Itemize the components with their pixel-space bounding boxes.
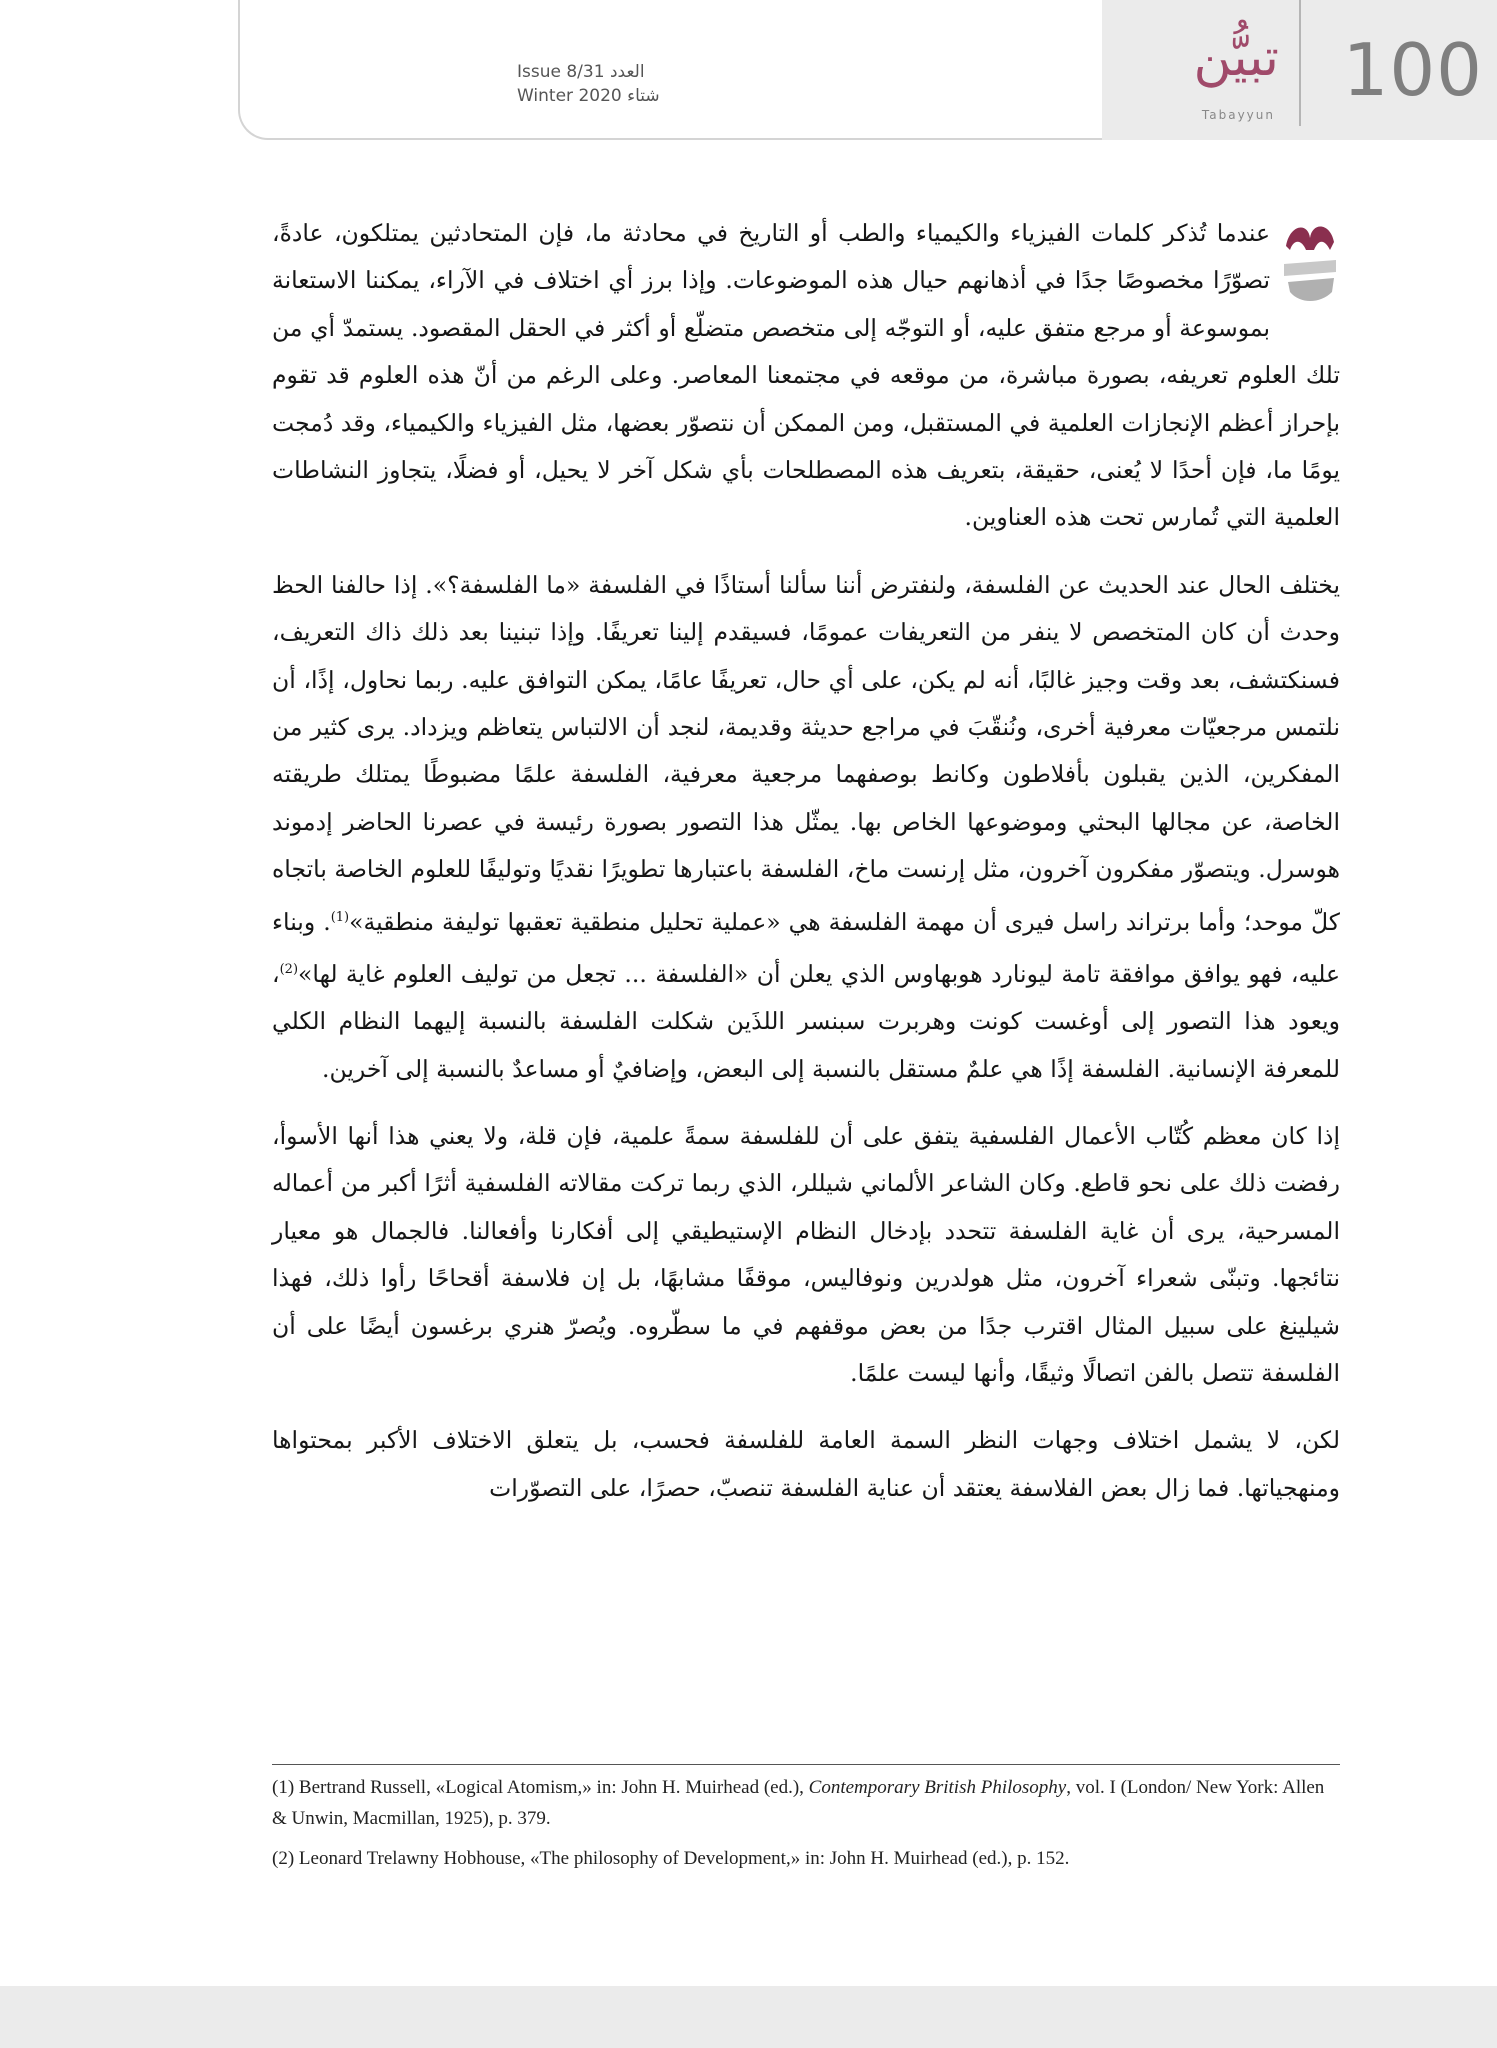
paragraph-2-text-c: ، ويعود هذا التصور إلى أوغست كونت وهربرت سبنسر اللذَين شكلت الفلسفة بالنسبة إليهما النظام الكلي للمعرفة الإنسانية. الفلسفة إذًا هي علمٌ مستقل بالنسبة إلى البعض، وإضافيٌ أو مساعدٌ بالنسبة إلى آخرين. [272,959,1340,1083]
footnote-1-prefix: (1) Bertrand Russell, «Logical Atomism,» in: John H. Muirhead (ed.), [272,1777,809,1798]
article-body [272,210,1340,1532]
drop-cap-ornament-icon [1280,216,1340,308]
paragraph-2-period: . [323,907,331,936]
footnotes [272,1772,1340,1883]
paragraph-4-text: لكن، لا يشمل اختلاف وجهات النظر السمة العامة للفلسفة فحسب، بل يتعلق الاختلاف الأكبر بمحتواها ومنهجياتها. فما زال بعض الفلاسفة يعتقد أن عناية الفلسفة تنصبّ، حصرًا، على التصوّرات [272,1426,1340,1502]
issue-number: Issue 8/31 [517,62,605,82]
paragraph-2-text-b: وبناء عليه، فهو يوافق موافقة تامة ليونارد هوبهاوس الذي يعلن أن «الفلسفة ... تجعل من توليف العلوم غاية لها» [272,907,1340,988]
footnote-ref-1[interactable]: (1) [330,909,350,925]
paragraph-3-text: إذا كان معظم كُتّاب الأعمال الفلسفية يتفق على أن للفلسفة سمةً علمية، فإن قلة، ولا يعني هذا أنها الأسوأ، رفضت ذلك على نحو قاطع. وكان الشاعر الألماني شيللر، الذي ربما تركت مقالاته الفلسفية أثرًا أكبر من أعماله المسرحية، يرى أن غاية الفلسفة تتحدد بإدخال النظام الإستيطيقي إلى أفكارنا وأفعالنا. فالجمال هو معيار نتائجها. وتبنّى شعراء آخرون، مثل هولدرين ونوفاليس، موقفًا مشابهًا، بل إن فلاسفة أقحاحًا رأوا ذلك، فهذا شيلينغ على سبيل المثال اقترب جدًا من بعض موقفهم في ما سطّروه. ويُصرّ هنري برغسون أيضًا على أن الفلسفة تتصل بالفن اتصالًا وثيقًا، وأنها ليست علمًا. [272,1121,1340,1387]
logo-latin-text: Tabayyun [1201,108,1275,122]
footnote-1 [272,1772,1340,1834]
header-logo-panel [1102,0,1497,140]
logo-arabic-text: تبيُّن [1193,28,1279,88]
footnote-1-title: Contemporary British Philosophy [808,1777,1067,1798]
paragraph-1-text: عندما تُذكر كلمات الفيزياء والكيمياء والطب أو التاريخ في محادثة ما، فإن المتحادثين يمتلكون، عادةً، تصوّرًا مخصوصًا جدًا في أذهانهم حيال هذه الموضوعات. وإذا برز أي اختلاف في الآراء، يمكننا الاستعانة بموسوعة أو مرجع متفق عليه، أو التوجّه إلى متخصص متضلّع أو أكثر في الحقل المقصود. يستمدّ أي من تلك العلوم تعريفه، بصورة مباشرة، من موقعه في مجتمعنا المعاصر. وعلى الرغم من أنّ هذه العلوم قد تقوم بإحراز أعظم الإنجازات العلمية في المستقبل، ومن الممكن أن نتصوّر بعضها، مثل الفيزياء والكيمياء، وقد دُمجت يومًا ما، فإن أحدًا لا يُعنى، حقيقة، بتعريف هذه المصطلحات بأي شكل آخر لا يحيل، أو فضلًا، يتجاوز النشاطات العلمية التي تُمارس تحت هذه العناوين. [272,219,1340,532]
season-label: Winter 2020 [517,86,622,106]
issue-info [517,60,660,108]
page-number: 100 [1342,28,1483,112]
paragraph-2 [272,562,1340,1093]
journal-logo [1164,28,1279,124]
paragraph-1 [272,210,1340,542]
footnote-1-suffix: , vol. I (London/ New York: Allen & Unwin, Macmillan, 1925), p. 379. [272,1777,1325,1829]
paragraph-3 [272,1113,1340,1397]
issue-label-ar: العدد [609,62,645,82]
page-footer-band [0,1986,1497,2048]
footnote-2: (2) Leonard Trelawny Hobhouse, «The philosophy of Development,» in: John H. Muirhead (ed.), p. 152. [272,1848,1070,1869]
footnote-divider [272,1764,1340,1765]
footnote-ref-2[interactable]: (2) [279,961,299,977]
paragraph-4 [272,1417,1340,1512]
season-label-ar: شتاء [627,86,660,106]
header-divider [1299,0,1301,126]
paragraph-2-text: يختلف الحال عند الحديث عن الفلسفة، ولنفترض أننا سألنا أستاذًا في الفلسفة «ما الفلسفة؟». إذا حالفنا الحظ وحدث أن كان المتخصص لا ينفر من التعريفات عمومًا، فسيقدم إلينا تعريفًا. وإذا تبنينا بعد ذلك ذاك التعريف، فسنكتشف، بعد وقت وجيز غالبًا، أنه لم يكن، على أي حال، تعريفًا عامًا، يمكن التوافق عليه. ربما نحاول، إذًا، أن نلتمس مرجعيّات معرفية أخرى، ونُنقّبَ في مراجع حديثة وقديمة، لنجد أن الالتباس يتعاظم ويزداد. يرى كثير من المفكرين، الذين يقبلون بأفلاطون وكانط بوصفهما مرجعية معرفية، الفلسفة علمًا مضبوطًا يمتلك طريقته الخاصة، عن مجالها البحثي وموضوعها الخاص بها. يمثّل هذا التصور بصورة رئيسة في عصرنا الحاضر إدموند هوسرل. ويتصوّر مفكرون آخرون، مثل إرنست ماخ، الفلسفة باعتبارها تطويرًا نقديًا وتوليفًا للعلوم الخاصة باتجاه كلّ موحد؛ وأما برتراند راسل فيرى أن مهمة الفلسفة هي «عملية تحليل منطقية تعقبها توليفة منطقية» [272,570,1340,936]
